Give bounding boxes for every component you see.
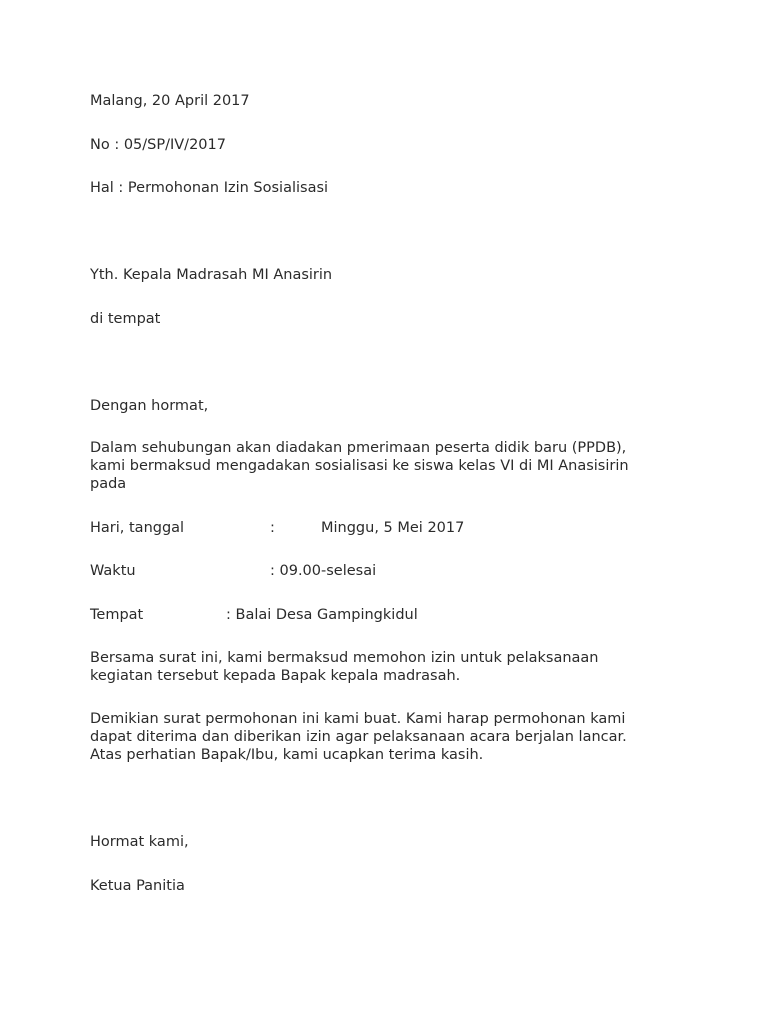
time-label: Waktu: [90, 563, 136, 579]
intro-line: kami bermaksud mengadakan sosialisasi ke siswa kelas VI di MI Anasisirin: [90, 458, 629, 474]
place-label: Tempat: [90, 607, 144, 623]
letter-recipient-location: di tempat: [90, 311, 161, 327]
day-separator: :: [270, 520, 275, 536]
letter-request-paragraph: [90, 649, 670, 685]
request-line: Bersama surat ini, kami bermaksud memohon izin untuk pelaksanaan: [90, 650, 599, 666]
letter-closing-paragraph: [90, 710, 670, 764]
letter-salutation: Dengan hormat,: [90, 398, 209, 414]
day-value: Minggu, 5 Mei 2017: [321, 520, 465, 536]
letter-signatory-title: Ketua Panitia: [90, 878, 185, 894]
letter-subject: Hal : Permohonan Izin Sosialisasi: [90, 180, 329, 196]
closing-line: Atas perhatian Bapak/Ibu, kami ucapkan terima kasih.: [90, 747, 484, 763]
time-value: : 09.00-selesai: [270, 563, 377, 579]
place-value: : Balai Desa Gampingkidul: [226, 607, 418, 623]
request-line: kegiatan tersebut kepada Bapak kepala madrasah.: [90, 668, 461, 684]
letter-place-date: Malang, 20 April 2017: [90, 93, 250, 109]
letter-number: No : 05/SP/IV/2017: [90, 137, 226, 153]
intro-line: pada: [90, 476, 127, 492]
letter-intro-paragraph: [90, 439, 670, 493]
closing-line: dapat diterima dan diberikan izin agar pelaksanaan acara berjalan lancar.: [90, 729, 627, 745]
letter-recipient: Yth. Kepala Madrasah MI Anasirin: [90, 267, 333, 283]
day-label: Hari, tanggal: [90, 520, 185, 536]
intro-line: Dalam sehubungan akan diadakan pmerimaan peserta didik baru (PPDB),: [90, 440, 627, 456]
letter-regards: Hormat kami,: [90, 834, 189, 850]
closing-line: Demikian surat permohonan ini kami buat. Kami harap permohonan kami: [90, 711, 626, 727]
